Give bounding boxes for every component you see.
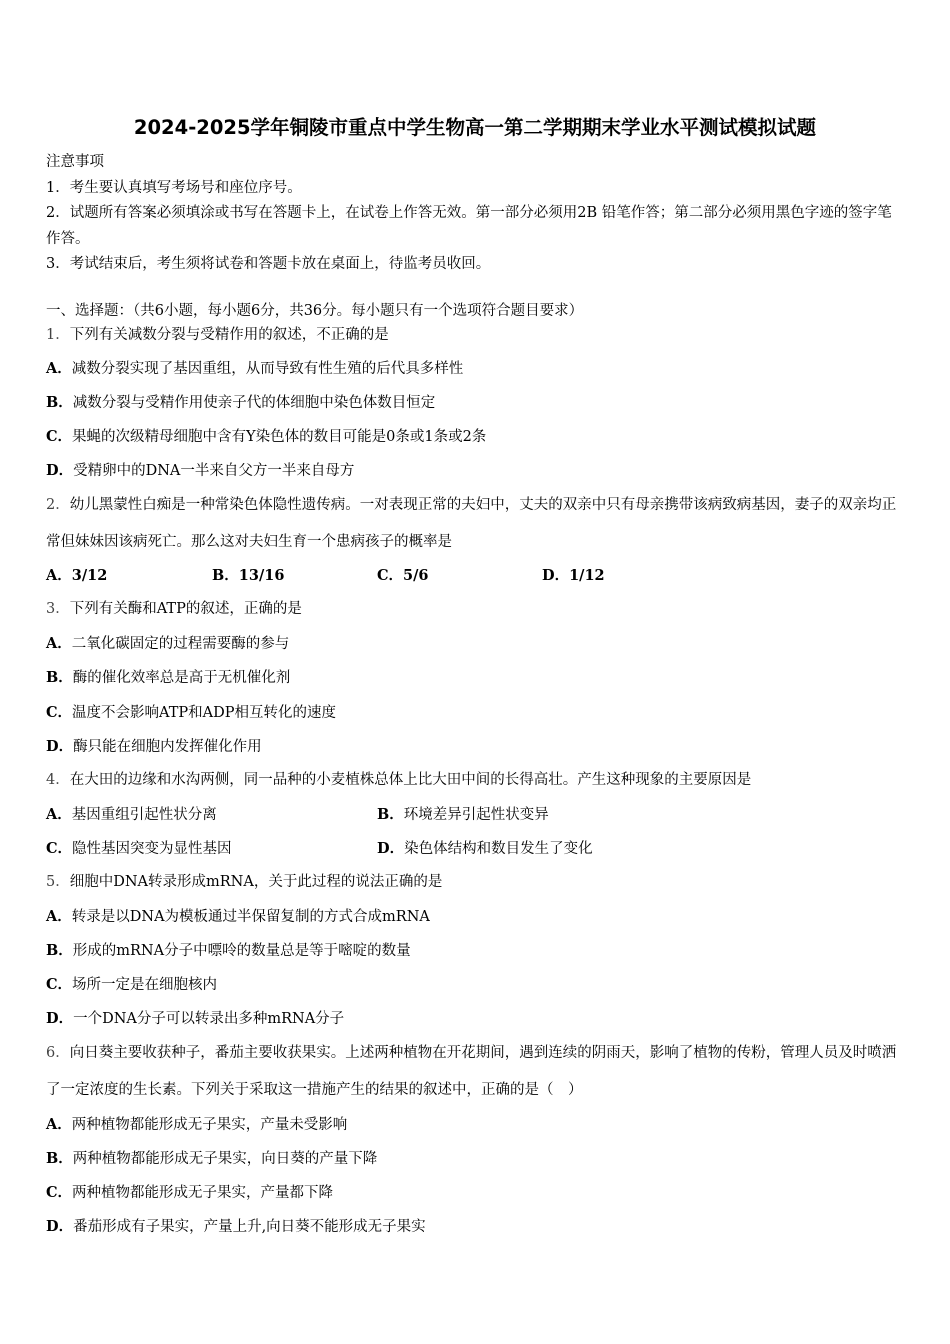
- question-text: 下列有关酶和ATP的叙述，正确的是: [69, 601, 302, 617]
- section-heading: 一、选择题：（共6小题，每小题6分，共36分。每小题只有一个选项符合题目要求）: [46, 303, 584, 319]
- option: [46, 1112, 347, 1138]
- option-label: C．: [46, 840, 73, 857]
- option-label: D．: [46, 738, 74, 755]
- option-label: A．: [46, 360, 72, 377]
- notes-item: 2．试题所有答案必须填涂或书写在答题卡上，在试卷上作答无效。第一部分必须用2B 铅笔作答；第二部分必须用黑色字迹的签字笔作答。: [46, 205, 892, 247]
- option-text: 番茄形成有子果实，产量上升,向日葵不能形成无子果实: [73, 1219, 426, 1235]
- option-label: D．: [377, 840, 405, 857]
- question-number: 6．: [46, 1045, 70, 1061]
- option-text: 13/16: [238, 567, 285, 584]
- option-text: 二氧化碳固定的过程需要酶的参与: [71, 636, 290, 652]
- option: [46, 390, 435, 416]
- option-label: C．: [46, 1184, 73, 1201]
- option: [46, 458, 354, 484]
- option-label: C．: [46, 976, 73, 993]
- option-text: 形成的mRNA分子中嘌呤的数量总是等于嘧啶的数量: [72, 943, 411, 959]
- question-text: 在大田的边缘和水沟两侧，同一品种的小麦植株总体上比大田中间的长得高壮。产生这种现象的主要原因是: [69, 772, 752, 788]
- option-text: 基因重组引起性状分离: [71, 807, 217, 823]
- option-label: C．: [46, 428, 73, 445]
- question-stem: [46, 597, 906, 622]
- option-text: 5/6: [403, 567, 429, 584]
- page-title: 2024-2025学年铜陵市重点中学生物高一第二学期期末学业水平测试模拟试题: [133, 116, 817, 139]
- question-number: 1．: [46, 327, 70, 343]
- option-text: 减数分裂与受精作用使亲子代的体细胞中染色体数目恒定: [72, 395, 436, 411]
- option-label: D．: [542, 567, 570, 584]
- option: [46, 1180, 333, 1206]
- option-text: 一个DNA分子可以转录出多种mRNA分子: [73, 1011, 345, 1027]
- question-text: 幼儿黑蒙性白痴是一种常染色体隐性遗传病。一对表现正常的夫妇中，丈夫的双亲中只有母亲携带该病致病基因，妻子的双亲均正常但妹妹因该病死亡。那么这对夫妇生育一个患病孩子的概率是: [46, 497, 897, 550]
- option: [46, 1146, 377, 1172]
- option: [212, 563, 284, 589]
- option-label: B．: [46, 394, 73, 411]
- option-label: B．: [377, 806, 404, 823]
- option: [377, 563, 429, 589]
- option: [46, 356, 463, 382]
- question-number: 3．: [46, 601, 70, 617]
- option: [46, 938, 411, 964]
- option-text: 温度不会影响ATP和ADP相互转化的速度: [72, 705, 337, 721]
- option-label: C．: [377, 567, 404, 584]
- option-text: 3/12: [71, 567, 108, 584]
- option-text: 两种植物都能形成无子果实，产量都下降: [72, 1185, 334, 1201]
- option: [46, 563, 107, 589]
- option: [46, 631, 289, 657]
- option-text: 两种植物都能形成无子果实，产量未受影响: [71, 1117, 348, 1133]
- question-number: 2．: [46, 497, 70, 513]
- option: [46, 972, 217, 998]
- option: [46, 904, 430, 930]
- option: [46, 1006, 344, 1032]
- question-text: 下列有关减数分裂与受精作用的叙述，不正确的是: [69, 327, 389, 343]
- option-label: A．: [46, 908, 72, 925]
- question-stem: [46, 487, 906, 561]
- option-text: 隐性基因突变为显性基因: [72, 841, 232, 857]
- question-stem: [46, 870, 906, 895]
- option-label: C．: [46, 704, 73, 721]
- question-stem: [46, 768, 906, 793]
- notes-block: [46, 150, 906, 278]
- option: [377, 802, 549, 828]
- option-text: 场所一定是在细胞核内: [72, 977, 218, 993]
- notes-item: 3．考试结束后，考生须将试卷和答题卡放在桌面上，待监考员收回。: [46, 256, 491, 272]
- notes-heading: 注意事项: [46, 154, 104, 170]
- question-number: 4．: [46, 772, 70, 788]
- option-text: 果蝇的次级精母细胞中含有Y染色体的数目可能是0条或1条或2条: [72, 429, 487, 445]
- option-label: D．: [46, 1218, 74, 1235]
- option: [46, 802, 217, 828]
- option: [46, 700, 336, 726]
- option-label: A．: [46, 806, 72, 823]
- option-label: B．: [212, 567, 239, 584]
- option-label: A．: [46, 635, 72, 652]
- option-text: 酶只能在细胞内发挥催化作用: [73, 739, 262, 755]
- option-label: B．: [46, 1150, 73, 1167]
- option: [46, 1214, 426, 1240]
- question-number: 5．: [46, 874, 70, 890]
- question-stem: [46, 1035, 906, 1109]
- question-text: 细胞中DNA转录形成mRNA，关于此过程的说法正确的是: [69, 874, 443, 890]
- option-text: 染色体结构和数目发生了变化: [404, 841, 593, 857]
- notes-item: 1．考生要认真填写考场号和座位序号。: [46, 179, 302, 196]
- option-text: 受精卵中的DNA一半来自父方一半来自母方: [73, 463, 355, 479]
- option-label: D．: [46, 1010, 74, 1027]
- option-label: B．: [46, 669, 73, 686]
- question-text: 向日葵主要收获种子，番茄主要收获果实。上述两种植物在开花期间，遇到连续的阴雨天，影响了植物的传粉，管理人员及时喷洒了一定浓度的生长素。下列关于采取这一措施产生的结果的叙述中，正确的是（ ）: [46, 1045, 897, 1098]
- option-text: 减数分裂实现了基因重组，从而导致有性生殖的后代具多样性: [71, 361, 464, 377]
- option: [46, 836, 232, 862]
- option-label: B．: [46, 942, 73, 959]
- option: [46, 734, 262, 760]
- option-label: A．: [46, 567, 72, 584]
- option-text: 1/12: [569, 567, 605, 584]
- option-text: 两种植物都能形成无子果实，向日葵的产量下降: [72, 1151, 378, 1167]
- option-text: 转录是以DNA为模板通过半保留复制的方式合成mRNA: [71, 909, 430, 925]
- option: [46, 424, 486, 450]
- option: [377, 836, 593, 862]
- question-stem: [46, 323, 906, 348]
- option: [46, 665, 290, 691]
- option-text: 酶的催化效率总是高于无机催化剂: [72, 670, 291, 686]
- option-label: D．: [46, 462, 74, 479]
- option: [542, 563, 605, 589]
- option-text: 环境差异引起性状变异: [403, 807, 549, 823]
- option-label: A．: [46, 1116, 72, 1133]
